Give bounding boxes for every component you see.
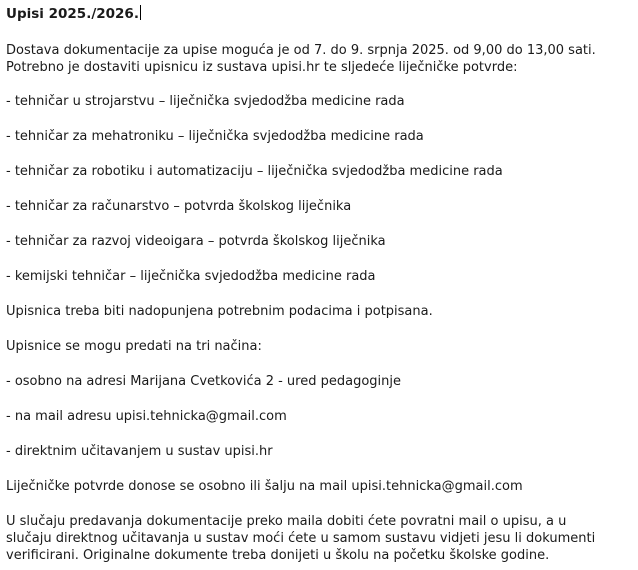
methods-intro: Upisnice se mogu predati na tri načina: [6, 339, 262, 354]
intro-paragraph [6, 42, 634, 76]
spacer [6, 76, 634, 93]
program-item: - tehničar za robotiku i automatizaciju – liječnička svjedodžba medicine rada [6, 164, 503, 179]
closing-line: slučaju direktnog učitavanja u sustav moći ćete u samom sustavu vidjeti jesu li dokumenti [6, 531, 596, 546]
document-body[interactable] [6, 5, 634, 564]
program-item: - tehničar u strojarstvu – liječnička svjedodžba medicine rada [6, 94, 405, 109]
spacer [6, 356, 634, 373]
title-text: Upisi 2025./2026. [6, 6, 139, 22]
intro-line: Potrebno je dostaviti upisnicu iz sustava upisi.hr te sljedeće liječničke potvrde: [6, 60, 518, 75]
spacer [6, 216, 634, 233]
spacer [6, 461, 634, 478]
signed-note: Upisnica treba biti nadopunjena potrebnim podacima i potpisana. [6, 304, 433, 319]
closing-paragraph [6, 513, 634, 564]
program-item: - tehničar za mehatroniku – liječnička svjedodžba medicine rada [6, 129, 424, 144]
medical-note: Liječničke potvrde donose se osobno ili šalju na mail upisi.tehnicka@gmail.com [6, 479, 523, 494]
spacer [6, 146, 634, 163]
spacer [6, 391, 634, 408]
spacer [6, 321, 634, 338]
closing-line: U slučaju predavanja dokumentacije preko maila dobiti ćete povratni mail o upisu, a u [6, 514, 567, 529]
spacer [6, 251, 634, 268]
program-item: - kemijski tehničar – liječnička svjedodžba medicine rada [6, 269, 376, 284]
intro-line: Dostava dokumentacije za upise moguća je od 7. do 9. srpnja 2025. od 9,00 do 13,00 sati. [6, 43, 596, 58]
method-item: - osobno na adresi Marijana Cvetkovića 2 - ured pedagoginje [6, 374, 401, 389]
program-item: - tehničar za razvoj videoigara – potvrda školskog liječnika [6, 234, 386, 249]
spacer [6, 111, 634, 128]
closing-line: verificirani. Originalne dokumente treba donijeti u školu na početku školske godine. [6, 548, 550, 563]
text-cursor [140, 5, 141, 20]
program-item: - tehničar za računarstvo – potvrda školskog liječnika [6, 199, 352, 214]
document-title[interactable] [6, 5, 634, 22]
method-item: - na mail adresu upisi.tehnicka@gmail.com [6, 409, 287, 424]
spacer [6, 426, 634, 443]
spacer [6, 181, 634, 198]
spacer [6, 286, 634, 303]
spacer [6, 496, 634, 513]
spacer [6, 22, 634, 42]
method-item: - direktnim učitavanjem u sustav upisi.hr [6, 444, 273, 459]
